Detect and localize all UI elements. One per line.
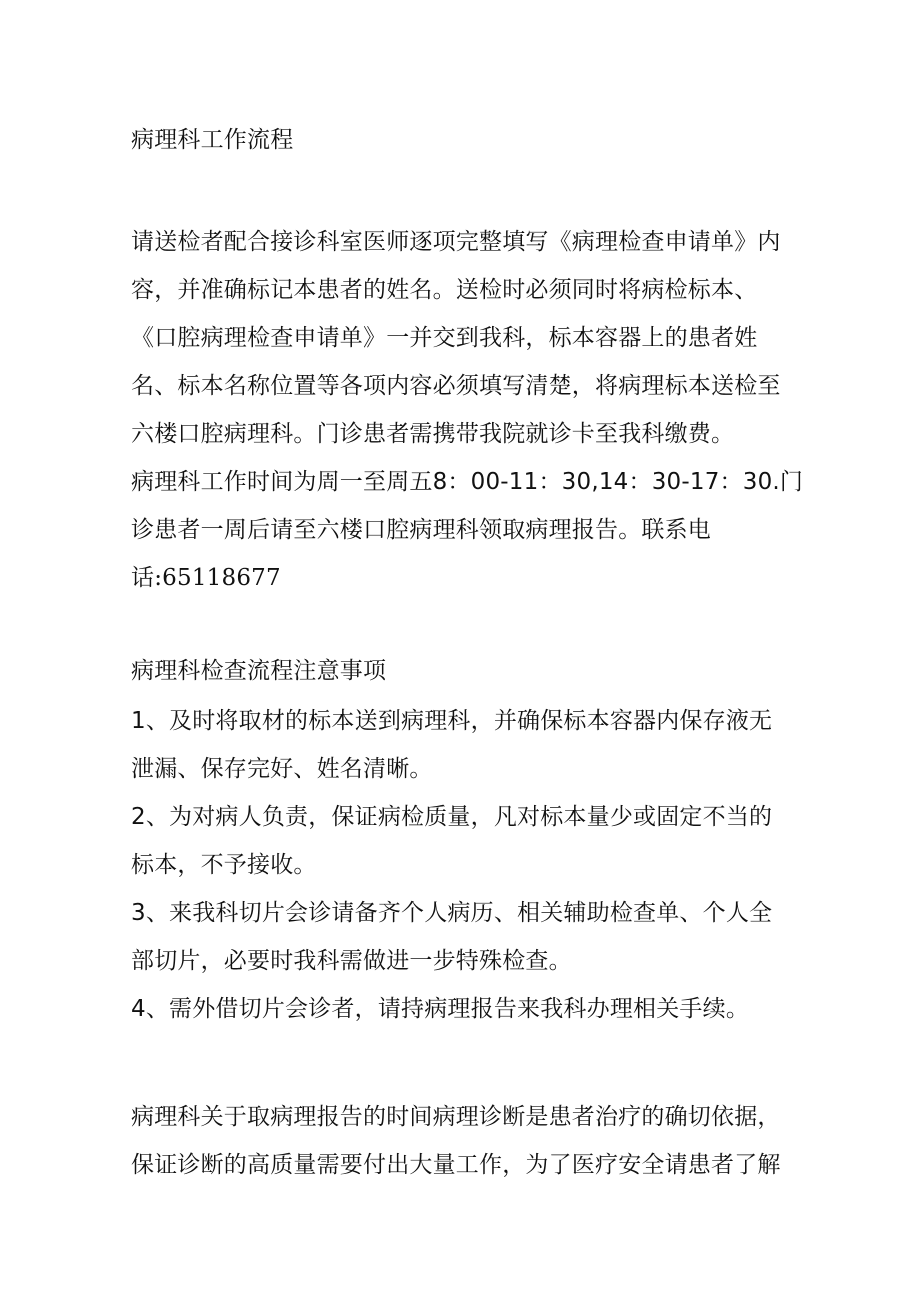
list-item: 4、需外借切片会诊者，请持病理报告来我科办理相关手续。 bbox=[131, 996, 750, 1022]
section-title-workflow: 病理科工作流程 bbox=[131, 127, 294, 153]
phone-number-line: 话:65118677 bbox=[131, 565, 281, 591]
paragraph-line: 名、标本名称位置等各项内容必须填写清楚，将病理标本送检至 bbox=[131, 373, 781, 399]
paragraph-line: 六楼口腔病理科。门诊患者需携带我院就诊卡至我科缴费。 bbox=[131, 421, 735, 447]
list-item: 2、为对病人负责，保证病检质量，凡对标本量少或固定不当的 bbox=[131, 804, 773, 830]
list-item-continuation: 泄漏、保存完好、姓名清晰。 bbox=[131, 756, 433, 782]
list-item: 1、及时将取材的标本送到病理科，并确保标本容器内保存液无 bbox=[131, 708, 773, 734]
list-item: 3、来我科切片会诊请备齐个人病历、相关辅助检查单、个人全 bbox=[131, 900, 773, 926]
list-item-continuation: 部切片，必要时我科需做进一步特殊检查。 bbox=[131, 948, 572, 974]
paragraph-line: 病理科关于取病理报告的时间病理诊断是患者治疗的确切依据， bbox=[131, 1104, 781, 1130]
paragraph-line: 诊患者一周后请至六楼口腔病理科领取病理报告。联系电 bbox=[131, 517, 711, 543]
section-title-notes: 病理科检查流程注意事项 bbox=[131, 658, 387, 684]
paragraph-line-hours: 病理科工作时间为周一至周五8：00-11：30,14：30-17：30.门 bbox=[131, 469, 804, 495]
paragraph-line: 请送检者配合接诊科室医师逐项完整填写《病理检查申请单》内 bbox=[131, 229, 781, 255]
paragraph-line: 《口腔病理检查申请单》一并交到我科，标本容器上的患者姓 bbox=[131, 325, 758, 351]
paragraph-line: 保证诊断的高质量需要付出大量工作，为了医疗安全请患者了解 bbox=[131, 1152, 781, 1178]
list-item-continuation: 标本，不予接收。 bbox=[131, 852, 317, 878]
paragraph-line: 容，并准确标记本患者的姓名。送检时必须同时将病检标本、 bbox=[131, 277, 758, 303]
